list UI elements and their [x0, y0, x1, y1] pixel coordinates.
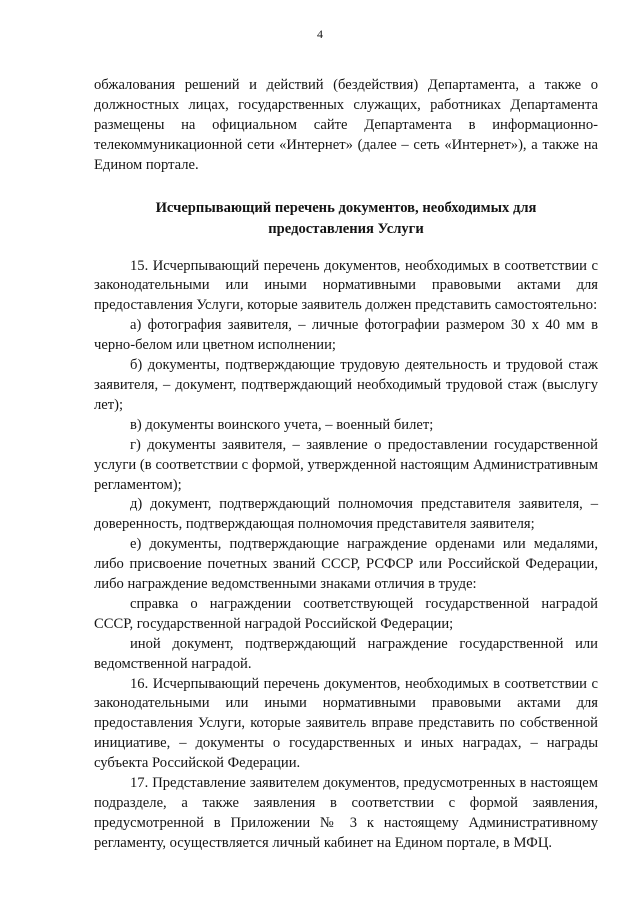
section-heading-line-1: Исчерпывающий перечень документов, необходимых для	[155, 199, 537, 216]
item-v-military: в) документы воинского учета, – военный билет;	[130, 416, 434, 433]
spacer	[94, 240, 598, 257]
award-certificate: справка о награждении соответствующей государственной наградой СССР, государственной наградой Российской Федерации;	[94, 595, 598, 632]
page-number: 4	[317, 27, 323, 41]
document-body	[94, 76, 598, 854]
intro-paragraph: обжалования решений и действий (бездействия) Департамента, а также о должностных лицах, государственных служащих, работниках Департамента размещены на официальном сайте Департамента в информационно-телекоммуникационной сети «Интернет» (далее – сеть «Интернет»), а также на Едином портале.	[94, 77, 598, 173]
item-d-authority: д) документ, подтверждающий полномочия представителя заявителя, – доверенность, подтверждающая полномочия представителя заявителя;	[94, 496, 598, 533]
item-b-employment: б) документы, подтверждающие трудовую деятельность и трудовой стаж заявителя, – документ, подтверждающий необходимый трудовой стаж (выслугу лет);	[94, 357, 598, 413]
section-heading-line-2: предоставления Услуги	[268, 220, 424, 237]
paragraph-16: 16. Исчерпывающий перечень документов, необходимых в соответствии с законодательными или иными нормативными правовыми актами для предоставления Услуги, которые заявитель вправе представить по собственной инициативе, – документы о государственных и иных наградах, – награды субъекта Российской Федерации.	[94, 675, 598, 772]
other-award-document: иной документ, подтверждающий награждение государственной или ведомственной наградой.	[94, 635, 598, 672]
item-a-photo: а) фотография заявителя, – личные фотографии размером 30 х 40 мм в черно-белом или цветном исполнении;	[94, 317, 598, 354]
paragraph-17: 17. Представление заявителем документов, предусмотренных в настоящем подразделе, а также заявления в соответствии с формой заявления, предусмотренной в Приложении № 3 к настоящему Административному регламенту, осуществляется личный кабинет на Едином портале, в МФЦ.	[94, 775, 598, 851]
item-e-awards: е) документы, подтверждающие награждение орденами или медалями, либо присвоение почетных званий СССР, РСФСР или Российской Федерации, либо награждение ведомственными знаками отличия в труде:	[94, 536, 598, 593]
item-g-application: г) документы заявителя, – заявление о предоставлении государственной услуги (в соответствии с формой, утвержденной настоящим Административным регламентом);	[94, 436, 598, 493]
paragraph-15: 15. Исчерпывающий перечень документов, необходимых в соответствии с законодательными или иными нормативными правовыми актами для предоставления Услуги, которые заявитель должен представить самостоятельно:	[94, 257, 598, 314]
spacer	[94, 176, 598, 198]
